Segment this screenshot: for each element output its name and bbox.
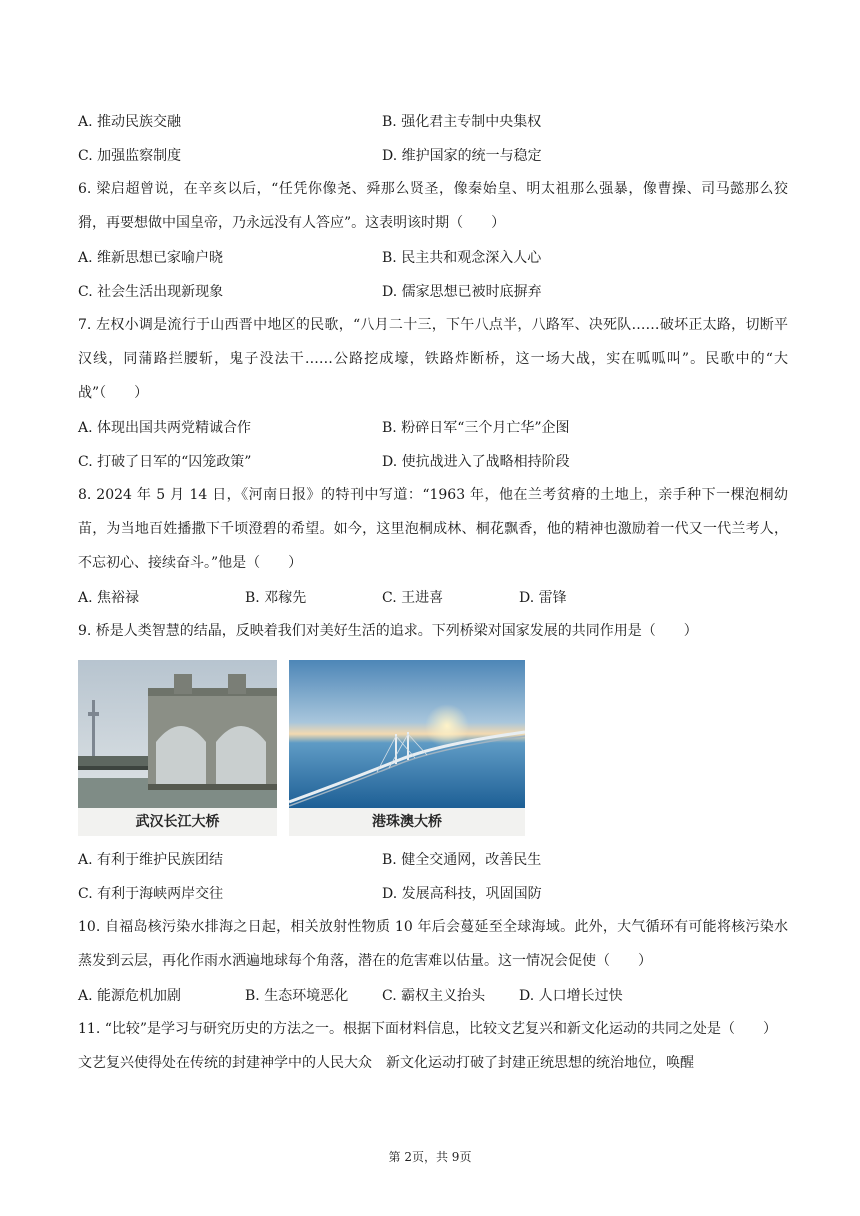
page-footer: 第 2页，共 9页 <box>388 1150 472 1164</box>
option-a: A. 有利于维护民族团结 <box>78 852 224 868</box>
option-a: A. 推动民族交融 <box>78 114 182 130</box>
option-c: C. 有利于海峡两岸交往 <box>78 886 224 902</box>
question-6-stem: 6. 梁启超曾说，在辛亥以后，“任凭你像尧、舜那么贤圣，像秦始皇、明太祖那么强暴，像曹操、司马懿那么狡猾，再要想做中国皇帝，乃永远没有人答应”。这表明该时期（ ） <box>78 181 788 231</box>
option-c: C. 打破了日军的“囚笼政策” <box>78 454 252 470</box>
question-9-figures <box>78 660 788 836</box>
q8-options-row <box>78 580 788 614</box>
option-b: B. 粉碎日军“三个月亡华”企图 <box>382 420 570 436</box>
question-8-stem: 8. 2024 年 5 月 14 日，《河南日报》的特刊中写道：“1963 年，他在兰考贫瘠的土地上，亲手种下一棵泡桐幼苗，为当地百姓播撒下千顷澄碧的希望。如今，这里泡桐成林、桐花飘香，他的精神也激励着一代又一代兰考人，不忘初心、接续奋斗。”他是（ ） <box>78 487 788 571</box>
q7-options-row-1 <box>78 410 788 444</box>
option-b: B. 生态环境恶化 <box>245 988 349 1004</box>
q10-options-row <box>78 978 788 1012</box>
hzmb-bridge-figure <box>289 660 525 836</box>
option-a: A. 能源危机加剧 <box>78 988 182 1004</box>
option-a: A. 维新思想已家喻户晓 <box>78 250 224 266</box>
option-d: D. 雷锋 <box>519 590 567 606</box>
question-11-material: 文艺复兴使得处在传统的封建神学中的人民大众 新文化运动打破了封建正统思想的统治地位，唤醒 <box>78 1055 694 1071</box>
question-7-stem: 7. 左权小调是流行于山西晋中地区的民歌，“八月二十三，下午八点半，八路军、决死队……破坏正太路，切断平汉线，同蒲路拦腰斩，鬼子没法干……公路挖成壕，铁路炸断桥，这一场大战，实在呱呱叫”。民歌中的“大战”（ ） <box>78 317 788 401</box>
exam-page <box>78 104 788 1080</box>
wuhan-bridge-figure <box>78 660 277 836</box>
hzmb-bridge-caption: 港珠澳大桥 <box>289 808 525 836</box>
option-b: B. 民主共和观念深入人心 <box>382 250 542 266</box>
hzmb-bridge-photo <box>289 660 525 808</box>
wuhan-bridge-photo <box>78 660 277 808</box>
option-d: D. 儒家思想已被时底摒弃 <box>382 284 542 300</box>
option-b: B. 强化君主专制中央集权 <box>382 114 542 130</box>
option-b: B. 健全交通网，改善民生 <box>382 852 542 868</box>
q5-options-row-2 <box>78 138 788 172</box>
question-10-stem: 10. 自福岛核污染水排海之日起，相关放射性物质 10 年后会蔓延至全球海域。此外，大气循环有可能将核污染水蒸发到云层，再化作雨水洒遍地球每个角落，潜在的危害难以估量。这一情况会促使（ ） <box>78 919 788 969</box>
option-d: D. 人口增长过快 <box>519 988 623 1004</box>
option-b: B. 邓稼先 <box>245 590 307 606</box>
option-d: D. 使抗战进入了战略相持阶段 <box>382 454 570 470</box>
option-c: C. 王进喜 <box>382 590 444 606</box>
option-d: D. 发展高科技，巩固国防 <box>382 886 542 902</box>
option-d: D. 维护国家的统一与稳定 <box>382 148 542 164</box>
question-11-stem: 11. “比较”是学习与研究历史的方法之一。根据下面材料信息，比较文艺复兴和新文化运动的共同之处是（ ） <box>78 1021 778 1037</box>
option-a: A. 体现出国共两党精诚合作 <box>78 420 252 436</box>
q9-options-row-2 <box>78 876 788 910</box>
option-a: A. 焦裕禄 <box>78 590 140 606</box>
q6-options-row-1 <box>78 240 788 274</box>
wuhan-bridge-caption: 武汉长江大桥 <box>78 808 277 836</box>
option-c: C. 霸权主义抬头 <box>382 988 486 1004</box>
q7-options-row-2 <box>78 444 788 478</box>
option-c: C. 加强监察制度 <box>78 148 182 164</box>
question-9-stem: 9. 桥是人类智慧的结晶，反映着我们对美好生活的追求。下列桥梁对国家发展的共同作用是（ ） <box>78 623 698 639</box>
q5-options-row-1 <box>78 104 788 138</box>
q6-options-row-2 <box>78 274 788 308</box>
q9-options-row-1 <box>78 842 788 876</box>
option-c: C. 社会生活出现新现象 <box>78 284 224 300</box>
